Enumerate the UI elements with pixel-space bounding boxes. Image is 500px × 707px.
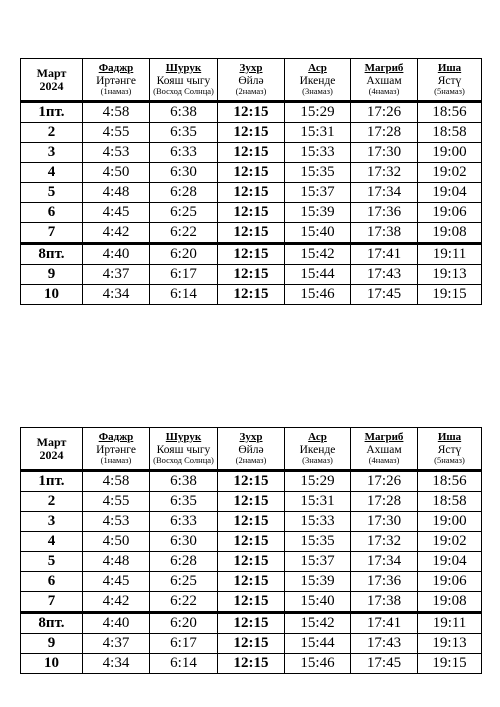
prayer-subtitle: (2намаз) — [235, 454, 267, 465]
day-cell: 1пт. — [21, 471, 83, 492]
day-cell: 8пт. — [21, 244, 83, 265]
day-cell: 7 — [21, 592, 83, 613]
time-cell: 19:00 — [418, 512, 482, 532]
prayer-name: Магриб — [364, 62, 404, 75]
time-cell: 12:15 — [218, 492, 285, 512]
time-cell: 17:32 — [351, 163, 418, 183]
table-row — [21, 203, 482, 223]
time-cell: 4:42 — [83, 223, 150, 244]
header-cell — [351, 428, 418, 471]
time-cell: 19:04 — [418, 183, 482, 203]
prayer-subtitle: (3намаз) — [302, 85, 333, 96]
prayer-name: Шурук — [165, 62, 202, 75]
time-cell: 15:46 — [285, 285, 351, 305]
time-cell: 17:30 — [351, 143, 418, 163]
prayer-name: Зухр — [239, 62, 263, 75]
time-cell: 15:35 — [285, 163, 351, 183]
time-cell: 19:11 — [418, 613, 482, 634]
prayer-local-name: Өйлә — [238, 443, 264, 456]
prayer-name: Иша — [437, 62, 462, 75]
header-cell — [83, 59, 150, 102]
time-cell: 17:28 — [351, 492, 418, 512]
time-cell: 18:56 — [418, 471, 482, 492]
prayer-schedule-table-top — [20, 58, 482, 305]
time-cell: 4:53 — [83, 143, 150, 163]
time-cell: 15:31 — [285, 123, 351, 143]
header-row — [21, 428, 482, 471]
time-cell: 19:11 — [418, 244, 482, 265]
header-cell — [418, 59, 482, 102]
time-cell: 12:15 — [218, 244, 285, 265]
time-cell: 17:32 — [351, 532, 418, 552]
table-row — [21, 572, 482, 592]
header-cell — [418, 428, 482, 471]
time-cell: 17:41 — [351, 244, 418, 265]
day-cell: 9 — [21, 634, 83, 654]
time-cell: 6:33 — [150, 143, 218, 163]
day-cell: 1пт. — [21, 102, 83, 123]
prayer-subtitle: (4намаз) — [368, 85, 400, 96]
time-cell: 15:44 — [285, 634, 351, 654]
time-cell: 19:02 — [418, 532, 482, 552]
time-cell: 4:50 — [83, 163, 150, 183]
time-cell: 18:58 — [418, 492, 482, 512]
time-cell: 6:22 — [150, 223, 218, 244]
time-cell: 12:15 — [218, 183, 285, 203]
table-row — [21, 552, 482, 572]
time-cell: 15:44 — [285, 265, 351, 285]
prayer-subtitle: (3намаз) — [302, 454, 333, 465]
day-cell: 10 — [21, 654, 83, 674]
prayer-local-name: Ахшам — [366, 74, 402, 87]
time-cell: 17:30 — [351, 512, 418, 532]
time-cell: 17:34 — [351, 552, 418, 572]
time-cell: 19:02 — [418, 163, 482, 183]
time-cell: 4:48 — [83, 183, 150, 203]
table-row — [21, 512, 482, 532]
table-row — [21, 265, 482, 285]
time-cell: 15:33 — [285, 512, 351, 532]
time-cell: 17:26 — [351, 471, 418, 492]
time-cell: 4:58 — [83, 102, 150, 123]
header-cell — [150, 428, 218, 471]
day-cell: 5 — [21, 552, 83, 572]
day-cell: 3 — [21, 512, 83, 532]
time-cell: 6:38 — [150, 102, 218, 123]
prayer-name: Иша — [437, 431, 462, 444]
time-cell: 12:15 — [218, 265, 285, 285]
time-cell: 4:50 — [83, 532, 150, 552]
header-cell — [351, 59, 418, 102]
header-cell — [150, 59, 218, 102]
time-cell: 12:15 — [218, 223, 285, 244]
time-cell: 12:15 — [218, 285, 285, 305]
header-row — [21, 59, 482, 102]
time-cell: 17:41 — [351, 613, 418, 634]
table-row — [21, 471, 482, 492]
month-cell — [21, 428, 83, 471]
time-cell: 6:28 — [150, 183, 218, 203]
time-cell: 12:15 — [218, 572, 285, 592]
prayer-local-name: Кояш чыгу — [156, 74, 211, 87]
time-cell: 6:22 — [150, 592, 218, 613]
prayer-subtitle: (5намаз) — [434, 85, 465, 96]
time-cell: 19:04 — [418, 552, 482, 572]
prayer-name: Фаджр — [98, 62, 134, 75]
time-cell: 12:15 — [218, 471, 285, 492]
time-cell: 15:40 — [285, 592, 351, 613]
time-cell: 17:26 — [351, 102, 418, 123]
time-cell: 6:30 — [150, 163, 218, 183]
prayer-name: Магриб — [364, 431, 404, 444]
time-cell: 6:38 — [150, 471, 218, 492]
prayer-local-name: Ахшам — [366, 443, 402, 456]
time-cell: 4:37 — [83, 634, 150, 654]
day-cell: 2 — [21, 492, 83, 512]
year: 2024 — [39, 447, 64, 462]
time-cell: 6:17 — [150, 634, 218, 654]
time-cell: 12:15 — [218, 512, 285, 532]
year: 2024 — [39, 78, 64, 93]
time-cell: 15:29 — [285, 471, 351, 492]
month-cell — [21, 59, 83, 102]
time-cell: 19:13 — [418, 634, 482, 654]
time-cell: 12:15 — [218, 634, 285, 654]
prayer-name: Аср — [308, 431, 327, 444]
time-cell: 12:15 — [218, 654, 285, 674]
day-cell: 7 — [21, 223, 83, 244]
time-cell: 15:31 — [285, 492, 351, 512]
time-cell: 6:35 — [150, 492, 218, 512]
time-cell: 15:40 — [285, 223, 351, 244]
prayer-subtitle: (4намаз) — [368, 454, 400, 465]
time-cell: 12:15 — [218, 143, 285, 163]
time-cell: 6:25 — [150, 203, 218, 223]
day-cell: 4 — [21, 532, 83, 552]
time-cell: 17:36 — [351, 203, 418, 223]
time-cell: 12:15 — [218, 102, 285, 123]
prayer-local-name: Ястү — [437, 74, 462, 87]
time-cell: 19:08 — [418, 592, 482, 613]
month-name: Март — [36, 65, 67, 80]
time-cell: 12:15 — [218, 613, 285, 634]
table-row — [21, 532, 482, 552]
time-cell: 6:28 — [150, 552, 218, 572]
table-row — [21, 244, 482, 265]
time-cell: 6:17 — [150, 265, 218, 285]
time-cell: 17:38 — [351, 223, 418, 244]
time-cell: 17:43 — [351, 634, 418, 654]
prayer-subtitle: (1намаз) — [100, 454, 132, 465]
time-cell: 17:45 — [351, 654, 418, 674]
time-cell: 12:15 — [218, 532, 285, 552]
time-cell: 15:33 — [285, 143, 351, 163]
time-cell: 15:37 — [285, 183, 351, 203]
time-cell: 4:48 — [83, 552, 150, 572]
header-cell — [83, 428, 150, 471]
time-cell: 4:45 — [83, 572, 150, 592]
day-cell: 5 — [21, 183, 83, 203]
time-cell: 6:14 — [150, 285, 218, 305]
day-cell: 9 — [21, 265, 83, 285]
table-row — [21, 223, 482, 244]
time-cell: 17:28 — [351, 123, 418, 143]
prayer-local-name: Ястү — [437, 443, 462, 456]
header-cell — [285, 59, 351, 102]
table-row — [21, 285, 482, 305]
time-cell: 15:35 — [285, 532, 351, 552]
time-cell: 4:34 — [83, 285, 150, 305]
day-cell: 6 — [21, 572, 83, 592]
time-cell: 6:35 — [150, 123, 218, 143]
time-cell: 19:13 — [418, 265, 482, 285]
prayer-subtitle: (2намаз) — [235, 85, 267, 96]
day-cell: 8пт. — [21, 613, 83, 634]
time-cell: 17:36 — [351, 572, 418, 592]
time-cell: 18:56 — [418, 102, 482, 123]
table-row — [21, 102, 482, 123]
day-cell: 4 — [21, 163, 83, 183]
time-cell: 17:34 — [351, 183, 418, 203]
time-cell: 15:37 — [285, 552, 351, 572]
prayer-local-name: Өйлә — [238, 74, 264, 87]
prayer-subtitle: (1намаз) — [100, 85, 132, 96]
time-cell: 12:15 — [218, 552, 285, 572]
prayer-name: Аср — [308, 62, 327, 75]
time-cell: 12:15 — [218, 203, 285, 223]
time-cell: 19:08 — [418, 223, 482, 244]
header-cell — [218, 428, 285, 471]
prayer-name: Зухр — [239, 431, 263, 444]
table-row — [21, 492, 482, 512]
time-cell: 6:33 — [150, 512, 218, 532]
time-cell: 4:53 — [83, 512, 150, 532]
prayer-local-name: Икенде — [299, 443, 336, 456]
time-cell: 4:55 — [83, 123, 150, 143]
prayer-subtitle: (Восход Солнца) — [153, 454, 214, 465]
time-cell: 6:20 — [150, 244, 218, 265]
time-cell: 12:15 — [218, 123, 285, 143]
prayer-local-name: Кояш чыгу — [156, 443, 211, 456]
time-cell: 6:20 — [150, 613, 218, 634]
prayer-local-name: Иртәнге — [96, 443, 136, 456]
time-cell: 6:25 — [150, 572, 218, 592]
prayer-name: Шурук — [165, 431, 202, 444]
time-cell: 17:43 — [351, 265, 418, 285]
time-cell: 19:06 — [418, 572, 482, 592]
time-cell: 19:15 — [418, 654, 482, 674]
time-cell: 17:38 — [351, 592, 418, 613]
time-cell: 15:39 — [285, 203, 351, 223]
table-row — [21, 613, 482, 634]
time-cell: 15:42 — [285, 613, 351, 634]
table-row — [21, 143, 482, 163]
time-cell: 4:34 — [83, 654, 150, 674]
time-cell: 19:15 — [418, 285, 482, 305]
time-cell: 17:45 — [351, 285, 418, 305]
time-cell: 12:15 — [218, 592, 285, 613]
table-row — [21, 183, 482, 203]
time-cell: 4:40 — [83, 613, 150, 634]
time-cell: 12:15 — [218, 163, 285, 183]
time-cell: 4:45 — [83, 203, 150, 223]
prayer-schedule-table-bottom — [20, 427, 482, 674]
time-cell: 18:58 — [418, 123, 482, 143]
day-cell: 3 — [21, 143, 83, 163]
time-cell: 15:42 — [285, 244, 351, 265]
header-cell — [218, 59, 285, 102]
time-cell: 15:29 — [285, 102, 351, 123]
time-cell: 6:30 — [150, 532, 218, 552]
table-row — [21, 123, 482, 143]
time-cell: 15:46 — [285, 654, 351, 674]
time-cell: 15:39 — [285, 572, 351, 592]
time-cell: 4:37 — [83, 265, 150, 285]
table-row — [21, 654, 482, 674]
day-cell: 6 — [21, 203, 83, 223]
prayer-local-name: Икенде — [299, 74, 336, 87]
prayer-subtitle: (5намаз) — [434, 454, 465, 465]
prayer-name: Фаджр — [98, 431, 134, 444]
table-row — [21, 592, 482, 613]
time-cell: 4:58 — [83, 471, 150, 492]
table-row — [21, 634, 482, 654]
day-cell: 2 — [21, 123, 83, 143]
month-name: Март — [36, 434, 67, 449]
prayer-subtitle: (Восход Солнца) — [153, 85, 214, 96]
time-cell: 4:55 — [83, 492, 150, 512]
day-cell: 10 — [21, 285, 83, 305]
prayer-local-name: Иртәнге — [96, 74, 136, 87]
header-cell — [285, 428, 351, 471]
time-cell: 19:06 — [418, 203, 482, 223]
time-cell: 4:40 — [83, 244, 150, 265]
table-row — [21, 163, 482, 183]
time-cell: 6:14 — [150, 654, 218, 674]
time-cell: 19:00 — [418, 143, 482, 163]
time-cell: 4:42 — [83, 592, 150, 613]
